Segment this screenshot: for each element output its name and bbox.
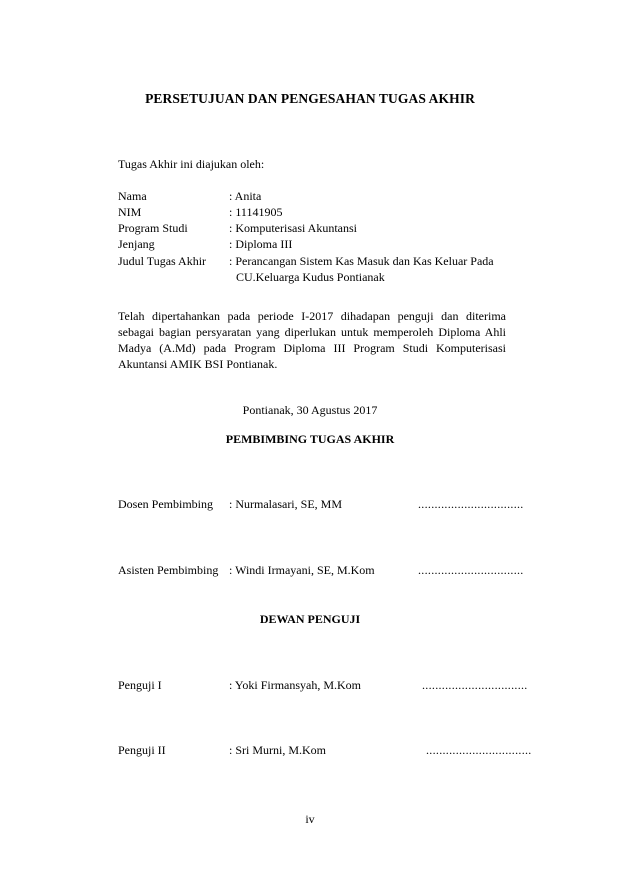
field-value-program-studi: : Komputerisasi Akuntansi [229,221,357,235]
signature-line: ................................ [426,743,532,757]
submitted-by-label: Tugas Akhir ini diajukan oleh: [118,157,265,171]
field-label-program-studi: Program Studi [118,221,188,235]
field-label-judul: Judul Tugas Akhir [118,254,207,268]
signature-line: ................................ [422,678,528,692]
signature-line: ................................ [418,497,524,511]
assistant-supervisor-role: Asisten Pembimbing [118,563,219,577]
supervisor-name: : Nurmalasari, SE, MM [229,497,342,511]
field-label-nim: NIM [118,205,142,219]
examiner-2-role: Penguji II [118,743,166,757]
field-label-jenjang: Jenjang [118,237,155,251]
document-title: PERSETUJUAN DAN PENGESAHAN TUGAS AKHIR [145,91,475,106]
examiner-2-name: : Sri Murni, M.Kom [229,743,327,757]
supervisor-heading: PEMBIMBING TUGAS AKHIR [225,432,395,446]
place-date: Pontianak, 30 Agustus 2017 [242,403,378,417]
examiner-1-name: : Yoki Firmansyah, M.Kom [229,678,362,692]
page-number: iv [305,812,315,826]
field-value-judul-line2: CU.Keluarga Kudus Pontianak [236,270,385,284]
examiner-1-role: Penguji I [118,678,162,692]
field-label-nama: Nama [118,189,147,203]
supervisor-role: Dosen Pembimbing [118,497,213,511]
examiner-heading: DEWAN PENGUJI [259,612,361,626]
approval-paragraph: Telah dipertahankan pada periode I-2017 dihadapan penguji dan diterima sebagai bagian persyaratan yang diperlukan untuk memperoleh Diploma Ahli Madya (A.Md) pada Program Diploma III Program Studi Komputerisasi Akuntansi AMIK BSI Pontianak. [118,309,506,371]
field-value-nim: : 11141905 [229,205,283,219]
signature-line: ................................ [418,563,524,577]
assistant-supervisor-name: : Windi Irmayani, SE, M.Kom [229,563,375,577]
field-value-jenjang: : Diploma III [229,237,293,251]
field-value-nama: : Anita [229,189,262,203]
field-value-judul: : Perancangan Sistem Kas Masuk dan Kas Keluar Pada [229,254,494,268]
